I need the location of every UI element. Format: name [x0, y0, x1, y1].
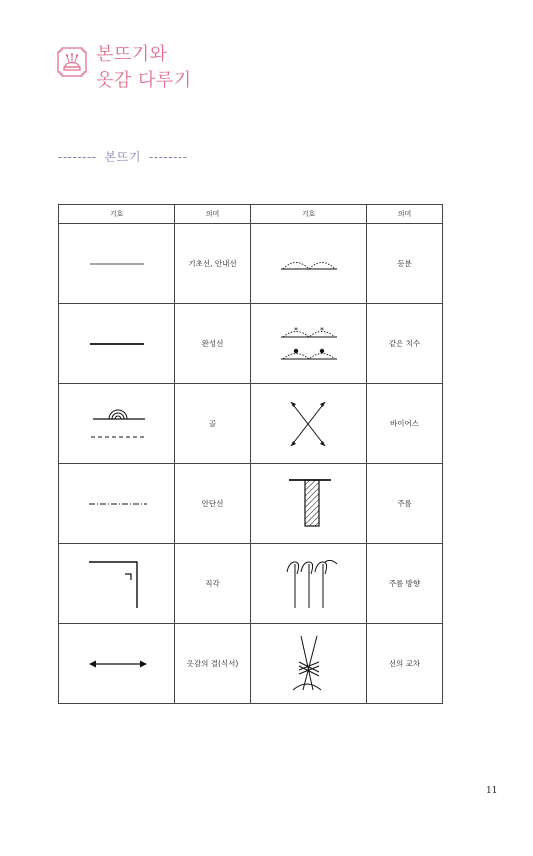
- table-row: [59, 624, 443, 704]
- header-symbol-left: 기호: [59, 205, 175, 224]
- title-line-1: 본뜨기와: [96, 44, 168, 65]
- header-symbol-right: 기호: [251, 205, 367, 224]
- line-crossing-icon: [251, 624, 367, 704]
- table-row: [59, 304, 443, 384]
- table-row: [59, 224, 443, 304]
- thin-line-icon: [59, 224, 175, 304]
- meaning-cell: 등분: [367, 224, 443, 304]
- meaning-cell: 완성선: [175, 304, 251, 384]
- meaning-cell: 골: [175, 384, 251, 464]
- meaning-cell: 선의 교차: [367, 624, 443, 704]
- header-meaning-left: 의미: [175, 205, 251, 224]
- svg-text:*: *: [319, 325, 324, 335]
- pleat-direction-icon: [251, 544, 367, 624]
- table-row: [59, 544, 443, 624]
- table-row: [59, 384, 443, 464]
- grain-arrow-icon: [59, 624, 175, 704]
- page-number: 11: [486, 786, 498, 796]
- right-angle-icon: [59, 544, 175, 624]
- header-meaning-right: 의미: [367, 205, 443, 224]
- bias-icon: [251, 384, 367, 464]
- meaning-cell: 직각: [175, 544, 251, 624]
- section-dashes-right: --------: [148, 150, 188, 164]
- equal-division-icon: [251, 224, 367, 304]
- fold-icon: [59, 384, 175, 464]
- chapter-title-block: [56, 42, 416, 112]
- section-heading: [58, 148, 188, 165]
- cut-line-icon: [59, 464, 175, 544]
- title-line-2: 옷감 다루기: [96, 70, 192, 91]
- pleat-icon: [251, 464, 367, 544]
- pattern-symbol-table: [58, 204, 443, 704]
- meaning-cell: 주름 방향: [367, 544, 443, 624]
- meaning-cell: 바이어스: [367, 384, 443, 464]
- section-label: 본뜨기: [104, 150, 141, 164]
- meaning-cell: 안단선: [175, 464, 251, 544]
- svg-text:*: *: [293, 325, 298, 335]
- meaning-cell: 옷감의 결(식서): [175, 624, 251, 704]
- meaning-cell: 주름: [367, 464, 443, 544]
- pincushion-icon: [56, 46, 88, 78]
- section-dashes-left: --------: [58, 150, 97, 164]
- same-measure-icon: [251, 304, 367, 384]
- thick-line-icon: [59, 304, 175, 384]
- meaning-cell: 기초선, 안내선: [175, 224, 251, 304]
- table-header-row: [59, 205, 443, 224]
- page-title: [96, 42, 192, 94]
- table-row: [59, 464, 443, 544]
- meaning-cell: 같은 치수: [367, 304, 443, 384]
